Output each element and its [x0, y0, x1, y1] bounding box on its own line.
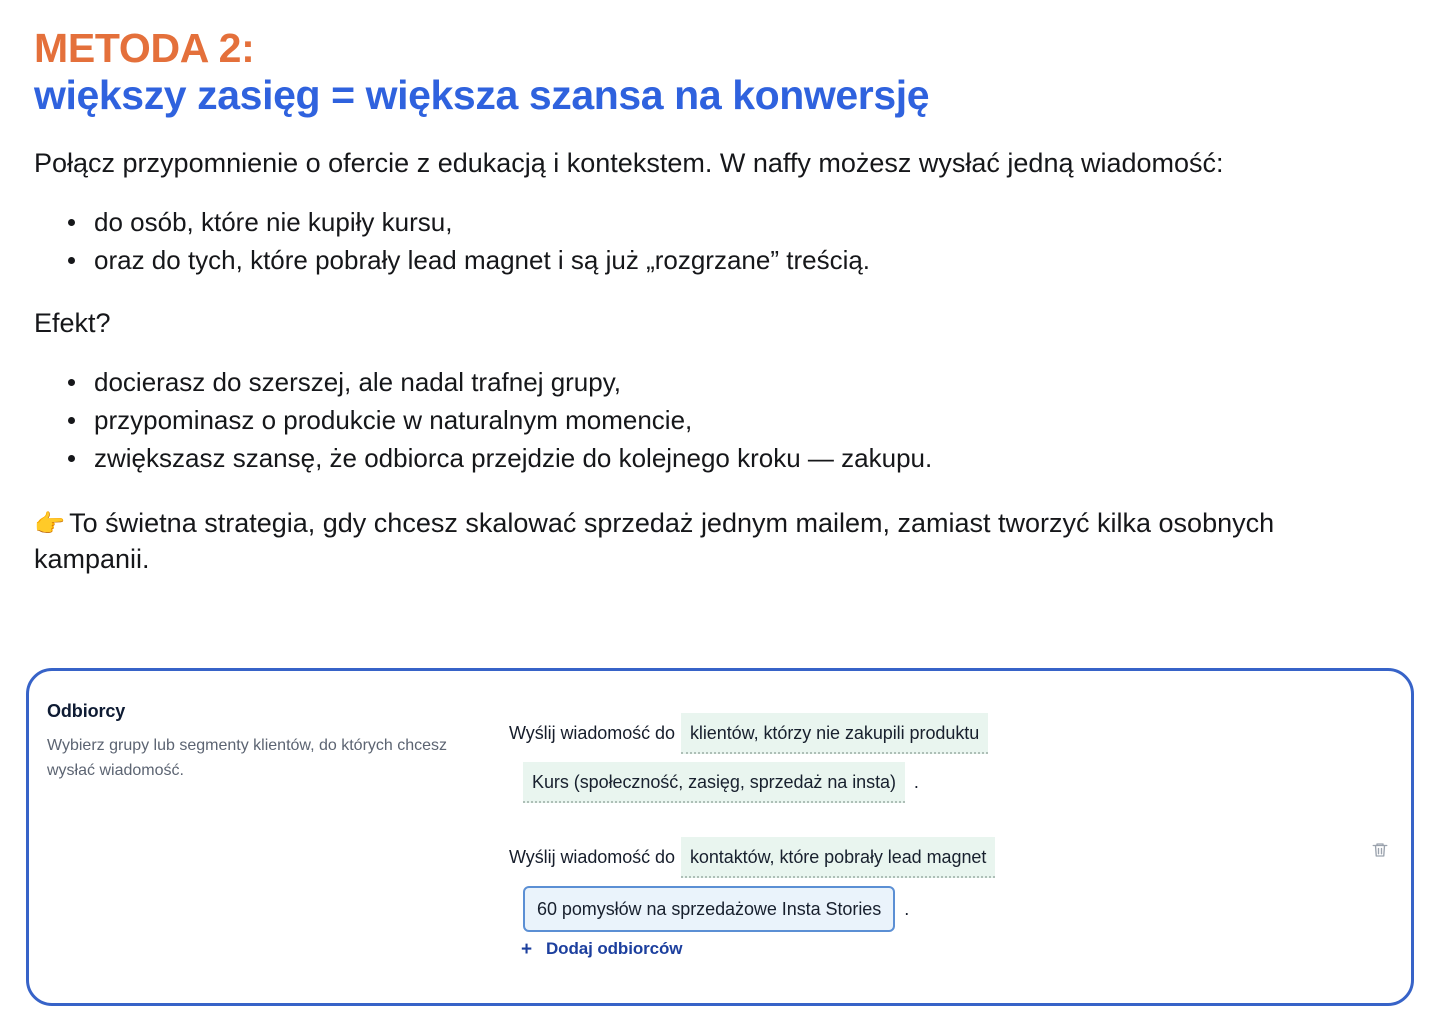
rule-line-primary: [509, 837, 1369, 878]
rule-period: .: [904, 899, 910, 919]
recipients-description: Wybierz grupy lub segmenty klientów, do których chcesz wysłać wiadomość.: [47, 737, 448, 779]
rule-period: .: [913, 772, 919, 792]
heading-main-title: większy zasięg = większa szansa na konwersję: [34, 71, 930, 118]
pointing-finger-icon: 👉: [34, 509, 66, 538]
list-item: zwiększasz szansę, że odbiorca przejdzie do kolejnego kroku — zakupu.: [94, 440, 1406, 476]
product-chip[interactable]: Kurs (społeczność, zasięg, sprzedaż na insta): [523, 762, 905, 803]
rule-line-secondary: [509, 886, 1369, 932]
closing-paragraph: [34, 505, 1394, 578]
list-item: oraz do tych, które pobrały lead magnet i są już „rozgrzane” treścią.: [94, 242, 1406, 278]
add-recipients-label: Dodaj odbiorców: [546, 939, 683, 958]
bullet-list-audiences: [34, 204, 1406, 279]
list-item: do osób, które nie kupiły kursu,: [94, 204, 1406, 240]
rule-lead-text: Wyślij wiadomość do: [509, 847, 675, 867]
effect-label: Efekt?: [34, 308, 111, 339]
closing-text: To świetna strategia, gdy chcesz skalować sprzedaż jednym mailem, zamiast tworzyć kilka osobnych kampanii.: [34, 507, 1275, 575]
plus-icon: +: [521, 938, 532, 960]
recipients-card: [26, 668, 1414, 1006]
audience-chip[interactable]: klientów, którzy nie zakupili produktu: [681, 713, 988, 754]
recipient-rule-row: [509, 837, 1369, 932]
bullet-list-effects: [34, 364, 1406, 477]
heading-block: [34, 0, 1406, 119]
recipient-rules: [509, 713, 1369, 966]
intro-paragraph: Połącz przypomnienie o ofercie z edukacją i kontekstem. W naffy możesz wysłać jedną wiadomość:: [34, 148, 1224, 179]
product-chip[interactable]: 60 pomysłów na sprzedażowe Insta Stories: [523, 886, 895, 932]
trash-icon[interactable]: [1367, 837, 1393, 863]
recipients-header: [47, 701, 477, 784]
audience-chip[interactable]: kontaktów, które pobrały lead magnet: [681, 837, 995, 878]
add-recipients-button[interactable]: [521, 939, 682, 959]
heading-method-label: METODA 2:: [34, 25, 255, 71]
rule-lead-text: Wyślij wiadomość do: [509, 723, 675, 743]
recipients-title: Odbiorcy: [47, 701, 126, 721]
rule-line-secondary: [509, 762, 1369, 803]
recipient-rule-row: [509, 713, 1369, 803]
list-item: docierasz do szerszej, ale nadal trafnej grupy,: [94, 364, 1406, 400]
list-item: przypominasz o produkcie w naturalnym momencie,: [94, 402, 1406, 438]
rule-line-primary: [509, 713, 1369, 754]
